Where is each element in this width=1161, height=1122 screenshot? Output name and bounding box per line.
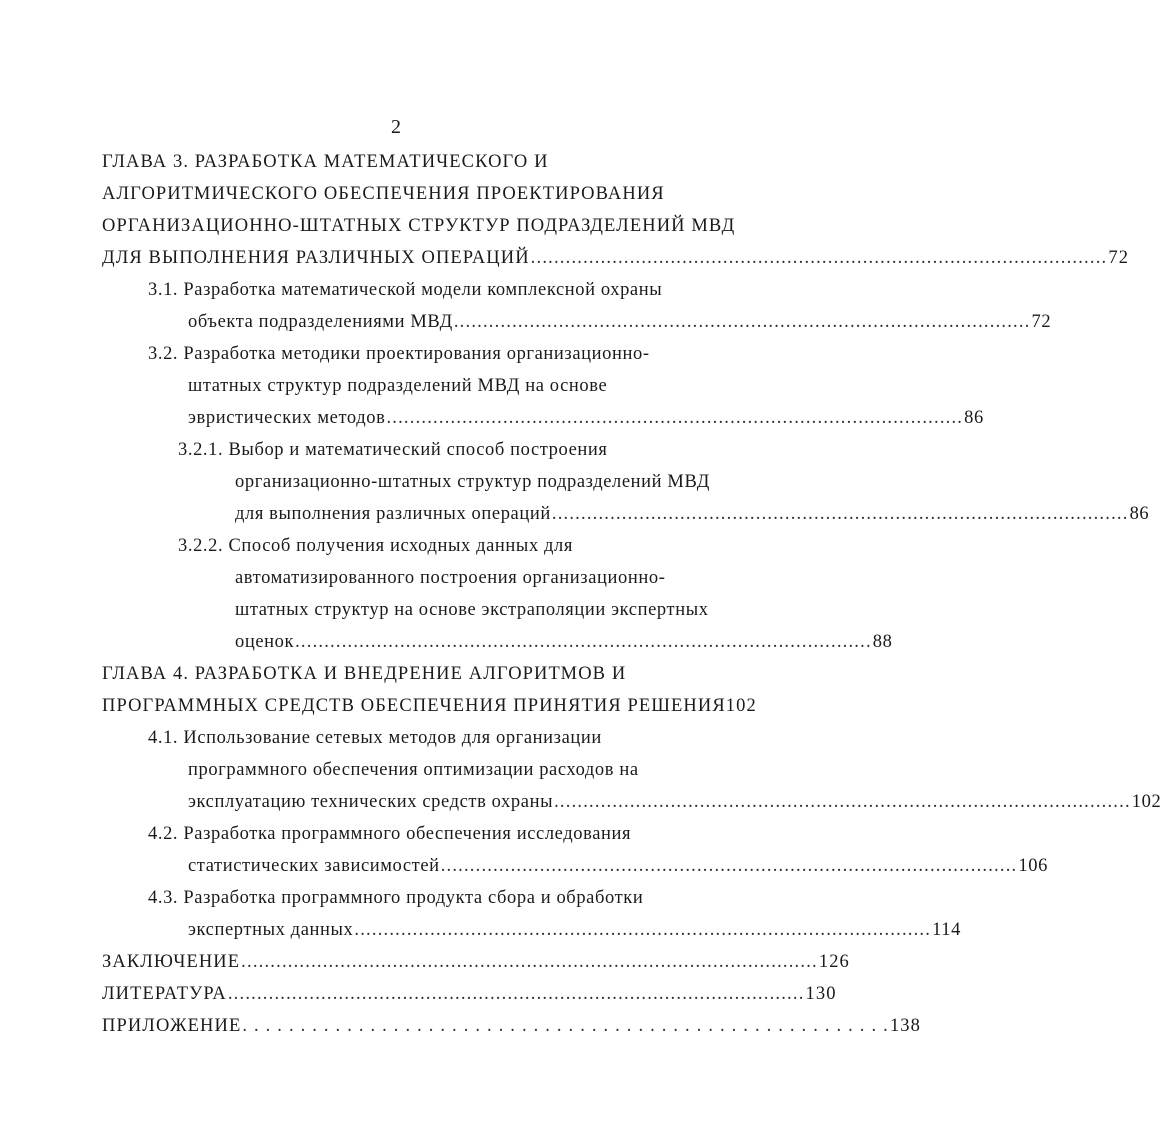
toc-chapter-4-line-2 xyxy=(0,690,793,722)
toc-literature xyxy=(0,978,837,1010)
toc-chapter-3-line-2: АЛГОРИТМИЧЕСКОГО ОБЕСПЕЧЕНИЯ ПРОЕКТИРОВАНИЯ xyxy=(102,184,665,204)
section-number: 3.2.2. xyxy=(178,536,224,556)
toc-page-number: 72 xyxy=(1108,248,1130,268)
section-number: 4.2. xyxy=(148,824,179,844)
section-number: 4.1. xyxy=(148,728,179,748)
toc-subsection-3-2-1-line-1 xyxy=(0,434,793,466)
toc-entry-title: ПРОГРАММНЫХ СРЕДСТВ ОБЕСПЕЧЕНИЯ ПРИНЯТИЯ РЕШЕНИЯ xyxy=(102,696,726,716)
toc-entry-title: экспертных данных xyxy=(188,920,354,940)
toc-subsection-3-2-2-line-3: штатных структур на основе экстраполяции экспертных xyxy=(235,600,709,620)
toc-subsection-3-2-2-line-4 xyxy=(0,626,893,658)
dot-leader: ................................................................................................... xyxy=(453,312,1031,332)
toc-page-number: 72 xyxy=(1031,312,1052,332)
dot-leader: ................................................................................................... xyxy=(295,632,872,652)
toc-entry-title: Разработка математической модели комплексной охраны xyxy=(183,280,663,300)
toc-entry-title: статистических зависимостей xyxy=(188,856,440,876)
toc-section-3-1-line-2 xyxy=(0,306,1052,338)
toc-chapter-3-line-3: ОРГАНИЗАЦИОННО-ШТАТНЫХ СТРУКТУР ПОДРАЗДЕЛЕНИЙ МВД xyxy=(102,216,736,236)
toc-section-4-1-line-2: программного обеспечения оптимизации расходов на xyxy=(188,760,639,780)
dot-leader: ................................................................................................... xyxy=(440,856,1018,876)
toc-entry-title: эвристических методов xyxy=(188,408,386,428)
toc-entry-title: Использование сетевых методов для организации xyxy=(183,728,602,748)
dot-leader: ................................................................................................... xyxy=(386,408,964,428)
dot-leader: . . . . . . . . . . . . . . . . . . . . . . . . . . . . . . . . . . . . . . . . . . . . . . . . . . . . . . . . xyxy=(242,1016,889,1036)
toc-page-number: 102 xyxy=(1131,792,1161,812)
toc-entry-title: для выполнения различных операций xyxy=(235,504,551,524)
page-number: 2 xyxy=(391,116,402,138)
toc-appendix xyxy=(0,1010,921,1042)
toc-section-3-2-line-3 xyxy=(0,402,984,434)
toc-section-4-2-line-1 xyxy=(0,818,793,850)
toc-page-number: 138 xyxy=(889,1016,921,1036)
toc-section-3-2-line-1 xyxy=(0,338,793,370)
section-number: 3.1. xyxy=(148,280,179,300)
toc-subsection-3-2-2-line-1 xyxy=(0,530,793,562)
toc-section-4-1-line-3 xyxy=(0,786,1161,818)
toc-entry-title: ЗАКЛЮЧЕНИЕ xyxy=(102,952,241,972)
toc-section-4-1-line-1 xyxy=(0,722,793,754)
toc-entry-title: Разработка программного продукта сбора и обработки xyxy=(183,888,644,908)
section-number: 3.2.1. xyxy=(178,440,224,460)
toc-page-number: 86 xyxy=(1129,504,1150,524)
toc-page-number: 114 xyxy=(932,920,961,940)
toc-section-4-2-line-2 xyxy=(0,850,1048,882)
toc-entry-title: Способ получения исходных данных для xyxy=(228,536,573,556)
dot-leader: ................................................................................................... xyxy=(227,984,805,1004)
toc-page-number: 130 xyxy=(805,984,837,1004)
dot-leader: ................................................................................................... xyxy=(551,504,1129,524)
toc-entry-title: Разработка методики проектирования организационно- xyxy=(183,344,650,364)
dot-leader: ................................................................................................... xyxy=(354,920,932,940)
toc-entry-title: объекта подразделениями МВД xyxy=(188,312,453,332)
toc-page-number: 102 xyxy=(725,696,757,716)
toc-entry-title: ДЛЯ ВЫПОЛНЕНИЯ РАЗЛИЧНЫХ ОПЕРАЦИЙ xyxy=(102,248,530,268)
dot-leader: ................................................................................................... xyxy=(530,248,1108,268)
table-of-contents xyxy=(0,146,1161,1042)
section-number: 3.2. xyxy=(148,344,179,364)
toc-entry-title: ПРИЛОЖЕНИЕ xyxy=(102,1016,242,1036)
section-number: 4.3. xyxy=(148,888,179,908)
toc-subsection-3-2-2-line-2: автоматизированного построения организационно- xyxy=(235,568,666,588)
toc-section-3-1-line-1 xyxy=(0,274,793,306)
toc-conclusion xyxy=(0,946,850,978)
toc-section-4-3-line-2 xyxy=(0,914,961,946)
dot-leader: ................................................................................................... xyxy=(554,792,1131,812)
toc-section-4-3-line-1 xyxy=(0,882,793,914)
toc-section-3-2-line-2: штатных структур подразделений МВД на основе xyxy=(188,376,608,396)
toc-page-number: 86 xyxy=(964,408,984,428)
dot-leader: ................................................................................................... xyxy=(241,952,818,972)
toc-entry-title: ЛИТЕРАТУРА xyxy=(102,984,227,1004)
toc-entry-title: оценок xyxy=(235,632,295,652)
toc-page-number: 126 xyxy=(818,952,850,972)
toc-page-number: 106 xyxy=(1018,856,1048,876)
toc-chapter-3-line-1: ГЛАВА 3. РАЗРАБОТКА МАТЕМАТИЧЕСКОГО И xyxy=(102,152,549,172)
toc-chapter-3-line-4 xyxy=(0,242,1130,274)
toc-entry-title: эксплуатацию технических средств охраны xyxy=(188,792,554,812)
toc-subsection-3-2-1-line-2: организационно-штатных структур подразделений МВД xyxy=(235,472,710,492)
toc-entry-title: Разработка программного обеспечения исследования xyxy=(183,824,632,844)
toc-subsection-3-2-1-line-3 xyxy=(0,498,1150,530)
toc-chapter-4-line-1: ГЛАВА 4. РАЗРАБОТКА И ВНЕДРЕНИЕ АЛГОРИТМОВ И xyxy=(102,664,627,684)
toc-page-number: 88 xyxy=(872,632,893,652)
toc-entry-title: Выбор и математический способ построения xyxy=(228,440,608,460)
